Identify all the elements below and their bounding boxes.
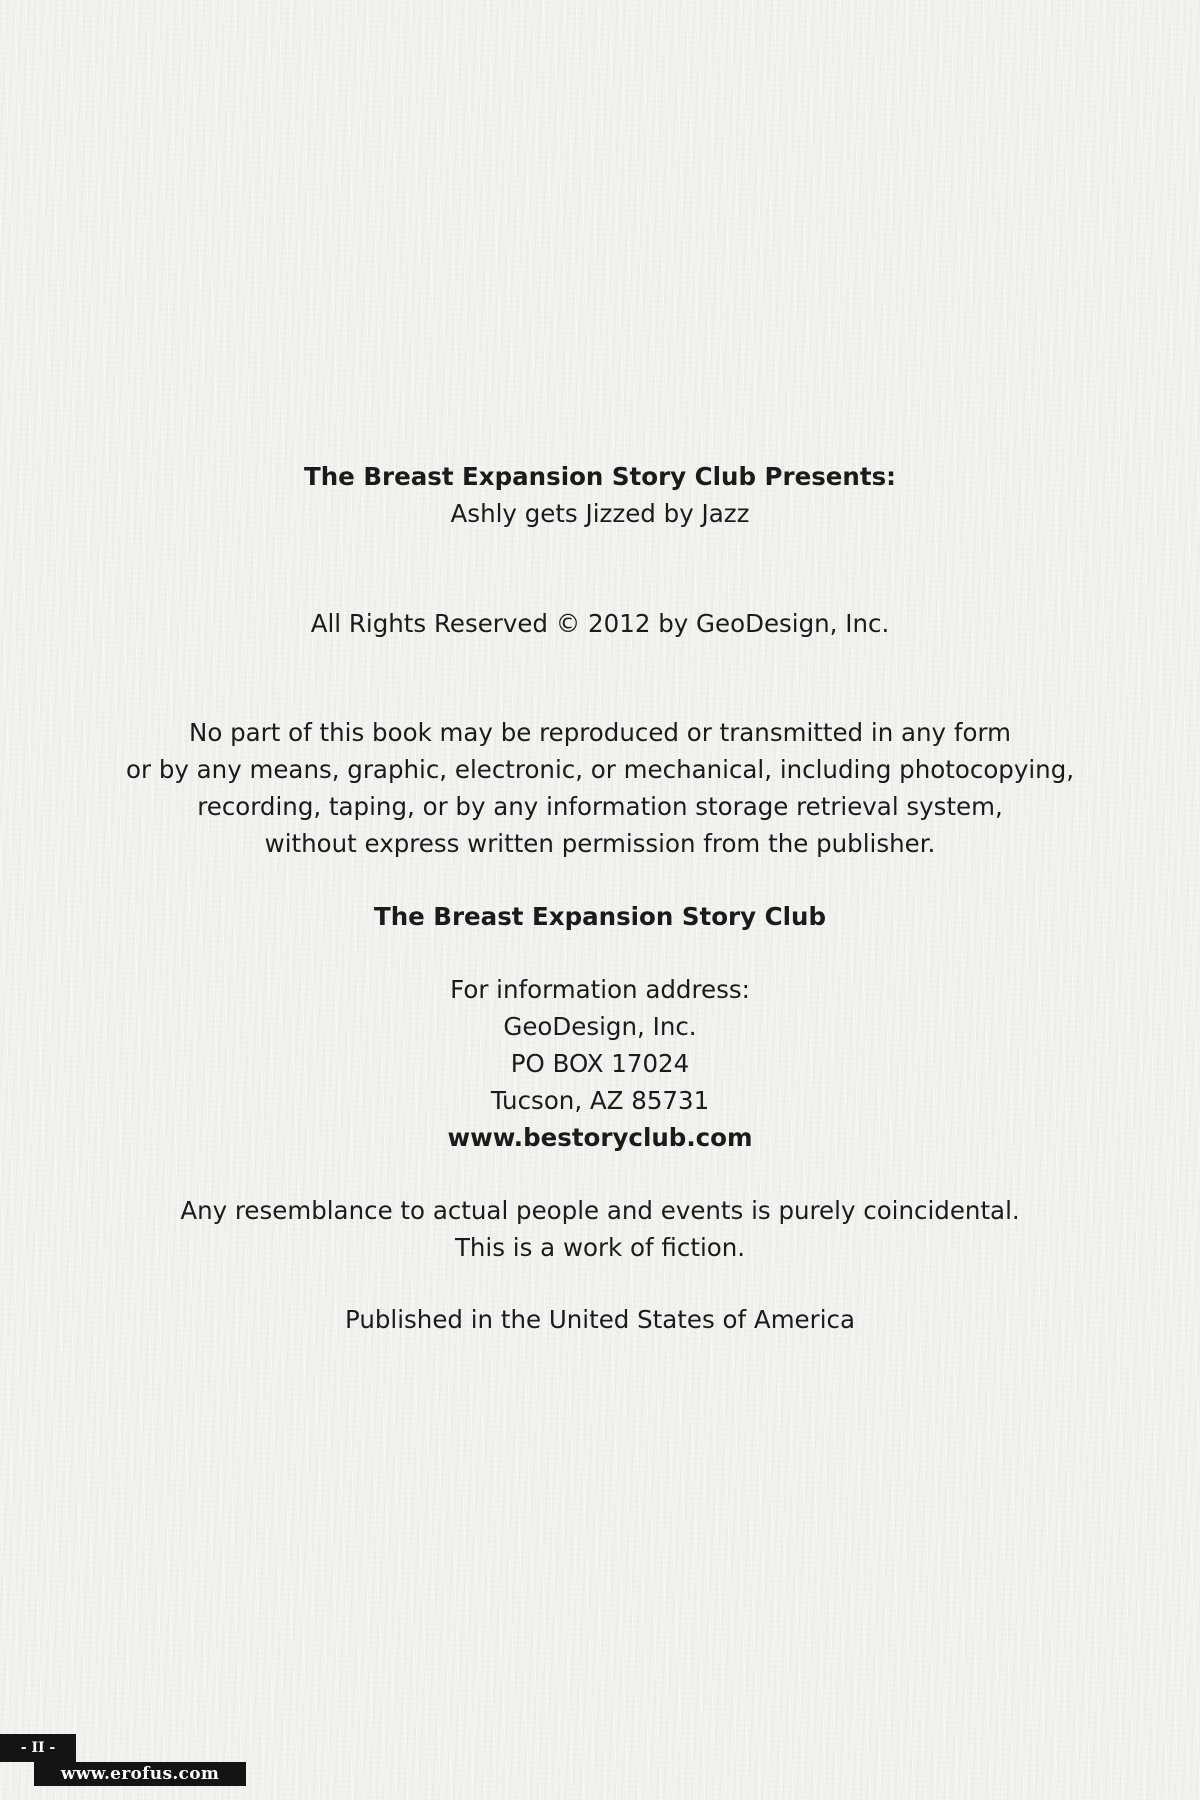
rights-block [0, 605, 1200, 642]
page-number-tag: - II - [0, 1734, 76, 1762]
club-block [0, 898, 1200, 935]
published-block [0, 1301, 1200, 1338]
address-company: GeoDesign, Inc. [503, 1012, 697, 1041]
title-block [0, 458, 1200, 532]
watermark: www.erofus.com [34, 1762, 246, 1786]
notice-line: recording, taping, or by any information storage retrieval system, [197, 792, 1003, 821]
address-intro: For information address: [450, 975, 750, 1004]
club-name: The Breast Expansion Story Club [374, 902, 826, 931]
disclaimer-line: This is a work of fiction. [454, 1233, 746, 1262]
address-city: Tucson, AZ 85731 [490, 1086, 710, 1115]
notice-line: without express written permission from the publisher. [264, 829, 936, 858]
reproduction-notice [0, 714, 1200, 862]
published-statement: Published in the United States of America [344, 1305, 855, 1334]
notice-line: No part of this book may be reproduced or transmitted in any form [189, 718, 1011, 747]
address-po-box: PO BOX 17024 [510, 1049, 690, 1078]
disclaimer-line: Any resemblance to actual people and events is purely coincidental. [180, 1196, 1020, 1225]
story-title: Ashly gets Jizzed by Jazz [450, 499, 750, 528]
notice-line: or by any means, graphic, electronic, or mechanical, including photocopying, [125, 755, 1075, 784]
disclaimer-block [0, 1192, 1200, 1266]
copyright-notice: All Rights Reserved © 2012 by GeoDesign, Inc. [310, 609, 890, 638]
website-link[interactable]: www.bestoryclub.com [447, 1123, 753, 1152]
presents-heading: The Breast Expansion Story Club Presents: [304, 462, 896, 491]
address-block [0, 971, 1200, 1156]
